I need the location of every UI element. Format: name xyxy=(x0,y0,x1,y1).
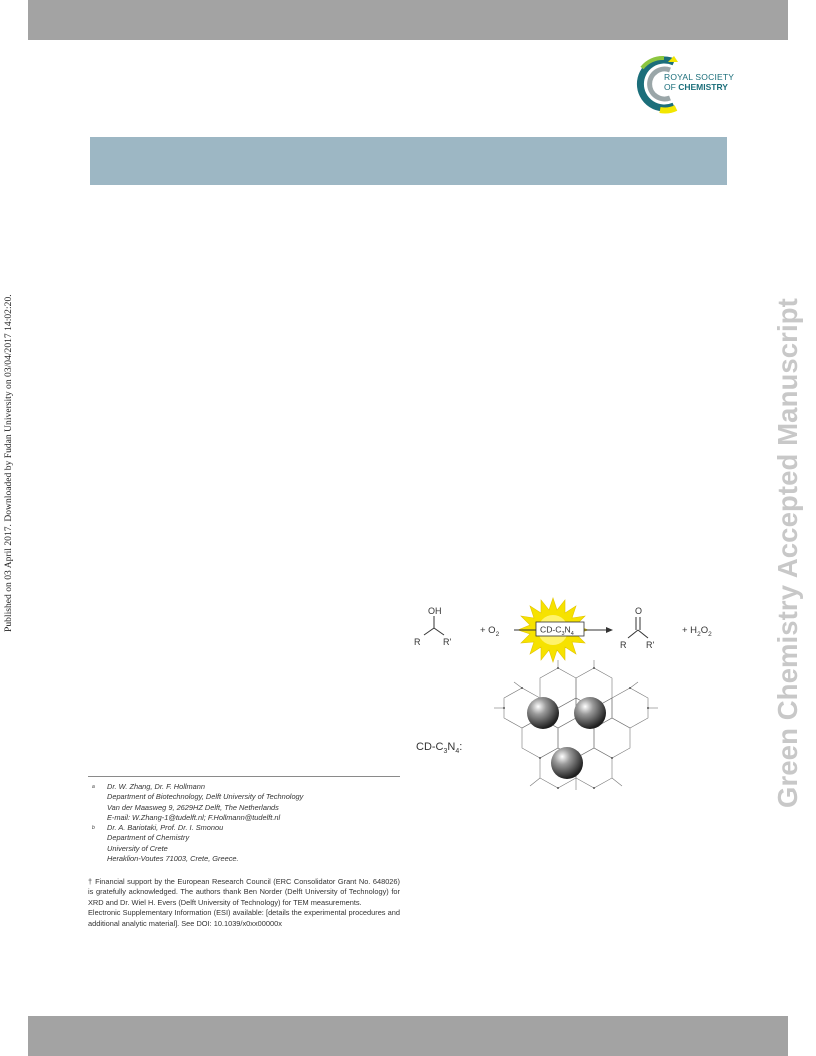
affiliation-line: Van der Maasweg 9, 2629HZ Delft, The Netherlands xyxy=(107,802,279,812)
carbon-dot-2 xyxy=(574,697,606,729)
header-band xyxy=(90,137,727,185)
publication-stamp: Published on 03 April 2017. Downloaded by Fudan University on 03/04/2017 14:02:20. xyxy=(3,294,14,632)
accepted-manuscript-watermark: Green Chemistry Accepted Manuscript xyxy=(772,298,803,808)
oh-label: OH xyxy=(428,606,442,616)
affiliation-line: E-mail: W.Zhang-1@tudelft.nl; F.Hollmann@tudelft.nl xyxy=(107,812,281,822)
affiliation-marker: b xyxy=(92,825,95,832)
structure-label: $CD-C_3N_4$: xyxy=(416,741,463,755)
esi-text: Electronic Supplementary Information (ESI) available: [details the experimental procedures and additional analytic material]. See DOI: 10.1039/x0xx00000x xyxy=(88,908,400,928)
affiliation-line: University of Crete xyxy=(107,843,168,853)
reaction-scheme xyxy=(410,590,740,800)
catalyst-label: $CD-C_3N_4$ xyxy=(540,624,574,637)
affiliation-line: Dr. A. Bariotaki, Prof. Dr. I. Smonou xyxy=(107,823,224,833)
plus-h2o2: + $H_2O_2$ xyxy=(682,625,712,638)
rprime-label: R' xyxy=(443,637,452,647)
r-label: R xyxy=(414,637,421,647)
affiliation-b xyxy=(88,823,400,864)
reactant-alcohol xyxy=(424,616,444,635)
logo-line1: ROYAL SOCIETY xyxy=(664,72,735,82)
product-r-label: R xyxy=(620,640,627,650)
plus-o2: + $O_2$ xyxy=(480,625,500,638)
affiliation-marker: a xyxy=(92,784,95,790)
carbon-dot-1 xyxy=(527,697,559,729)
carbon-dot-3 xyxy=(551,747,583,779)
affiliation-line: Dr. W. Zhang, Dr. F. Hollmann xyxy=(107,782,206,791)
footnote-rule xyxy=(88,776,400,777)
rsc-logo-text xyxy=(664,72,734,92)
product-rprime-label: R' xyxy=(646,640,655,650)
product-ketone xyxy=(628,617,648,638)
funding-text: † Financial support by the European Research Council (ERC Consolidator Grant No. 648026) is gratefully acknowledged. The authors thank Ben Norder (Delft University of Technology) for XRD and Dr. Wiel H. Evers (Delft University of Technology) for TEM measurements. xyxy=(88,877,400,907)
rsc-logo xyxy=(634,54,734,116)
funding-footnote xyxy=(88,877,400,929)
affiliation-line: Department of Biotechnology, Delft University of Technology xyxy=(107,792,304,802)
affiliation-line: Department of Chemistry xyxy=(107,833,190,843)
affiliation-a xyxy=(88,782,400,823)
affiliation-line: Heraklion-Voutes 71003, Crete, Greece. xyxy=(107,854,239,864)
affiliations xyxy=(88,782,400,864)
logo-line2: OF CHEMISTRY xyxy=(664,82,728,92)
bottom-bar xyxy=(28,1016,788,1056)
o-label: O xyxy=(635,606,643,616)
top-bar xyxy=(28,0,788,40)
